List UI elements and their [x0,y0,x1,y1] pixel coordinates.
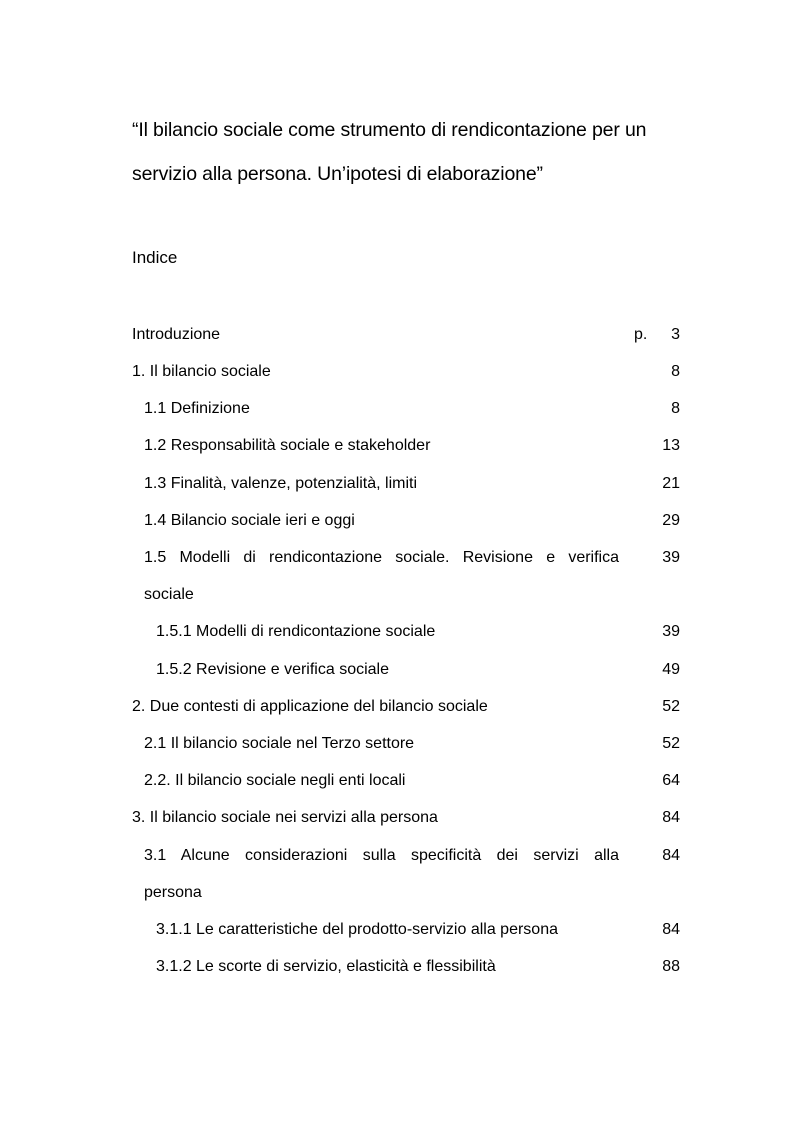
toc-entry-1-3 [132,473,680,495]
toc-entry-page: 64 [662,772,680,789]
toc-entry-1-4 [132,510,680,532]
toc-entry-chapter-3 [132,807,680,829]
toc-entry-page: 13 [662,437,680,454]
toc-entry-page: 84 [662,809,680,826]
document-title-line-2: servizio alla persona. Un’ipotesi di elaborazione” [132,163,543,185]
toc-entry-page: 39 [662,549,680,566]
index-heading: Indice [132,248,178,267]
toc-entry-chapter-2 [132,696,680,718]
toc-entry-label-continuation: sociale [144,586,194,603]
toc-entry-page: 52 [662,735,680,752]
toc-entry-label: 1. Il bilancio sociale [132,363,271,380]
toc-entry-introduzione [132,324,680,346]
document-title-line-1: “Il bilancio sociale come strumento di rendicontazione per un [132,119,647,141]
toc-entry-1-1 [132,398,680,420]
toc-entry-label: 2.1 Il bilancio sociale nel Terzo settore [144,735,415,752]
toc-entry-page: 84 [662,847,680,864]
toc-entry-1-5-2 [132,659,680,681]
toc-entry-label: 1.3 Finalità, valenze, potenzialità, limiti [144,475,418,492]
toc-entry-1-5-1 [132,621,680,643]
toc-entry-label: 1.2 Responsabilità sociale e stakeholder [144,437,431,454]
toc-entry-1-5 [132,547,680,569]
toc-entry-label: 2.2. Il bilancio sociale negli enti locali [144,772,406,789]
toc-entry-page: 8 [671,363,680,380]
toc-entry-label: 3. Il bilancio sociale nei servizi alla persona [132,809,438,826]
toc-entry-page: 8 [671,400,680,417]
toc-entry-3-1 [132,845,680,867]
toc-entry-label: 1.5.1 Modelli di rendicontazione sociale [156,623,436,640]
toc-entry-page: 29 [662,512,680,529]
toc-entry-1-2 [132,435,680,457]
toc-entry-3-1-2 [132,956,680,978]
toc-entry-chapter-1 [132,361,680,383]
toc-entry-page: 3 [671,326,680,343]
toc-page-prefix: p. [634,326,648,343]
toc-entry-page: 52 [662,698,680,715]
toc-entry-page: 39 [662,623,680,640]
toc-entry-page: 88 [662,958,680,975]
toc-entry-label: Introduzione [132,326,221,343]
toc-entry-label: 1.5.2 Revisione e verifica sociale [156,661,390,678]
toc-entry-label: 1.5 Modelli di rendicontazione sociale. Revisione e verifica [144,549,619,566]
toc-entry-2-1 [132,733,680,755]
toc-entry-page: 49 [662,661,680,678]
toc-entry-label: 2. Due contesti di applicazione del bilancio sociale [132,698,488,715]
toc-entry-label-continuation: persona [144,884,202,901]
toc-entry-page: 21 [662,475,680,492]
toc-entry-label: 1.4 Bilancio sociale ieri e oggi [144,512,355,529]
toc-entry-label: 3.1.1 Le caratteristiche del prodotto-servizio alla persona [156,921,558,938]
toc-entry-label: 3.1 Alcune considerazioni sulla specificità dei servizi alla [144,847,619,864]
toc-entry-page: 84 [662,921,680,938]
toc-entry-label: 3.1.2 Le scorte di servizio, elasticità e flessibilità [156,958,496,975]
toc-entry-3-1-1 [132,919,680,941]
toc-entry-label: 1.1 Definizione [144,400,250,417]
toc-entry-2-2 [132,770,680,792]
